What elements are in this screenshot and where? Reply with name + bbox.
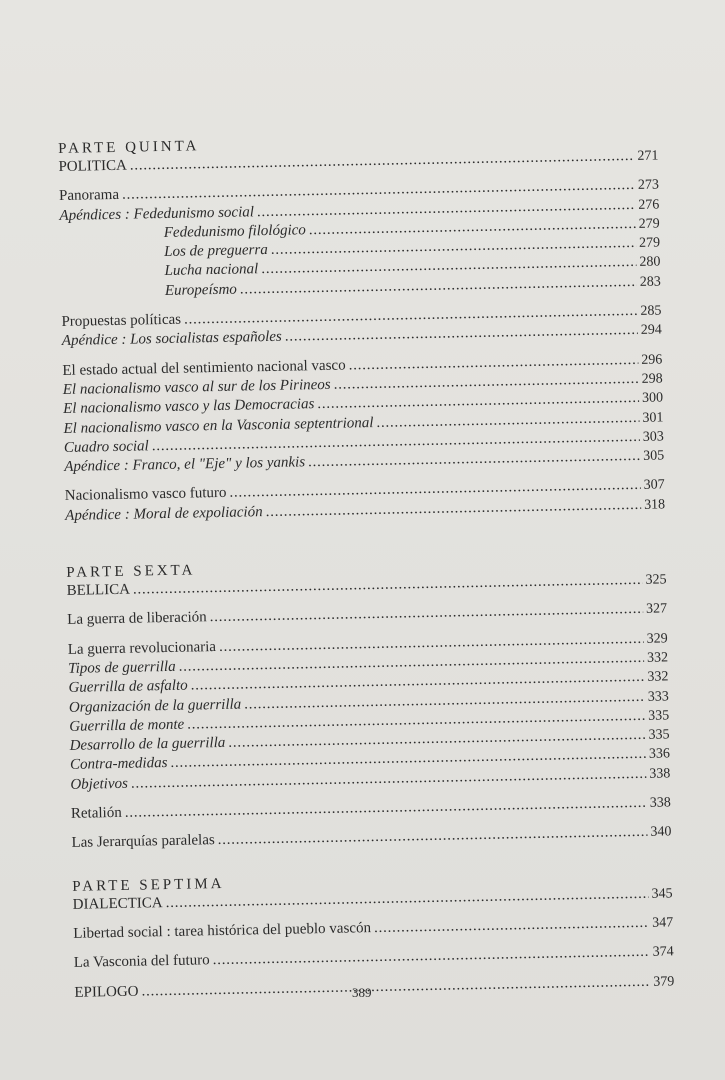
toc-entry-page: 300 bbox=[641, 390, 664, 407]
toc-entry-title: La Vasconia del futuro bbox=[73, 952, 210, 972]
toc-entry-title: Fededunismo filológico bbox=[163, 222, 306, 241]
toc-entry-title: Apéndices : Fededunismo social bbox=[59, 203, 255, 224]
toc-entry-title: La guerra de liberación bbox=[67, 609, 207, 629]
toc-entry-title: Apéndice : Franco, el "Eje" y los yankis bbox=[64, 454, 306, 476]
toc-entry-page: 296 bbox=[641, 352, 663, 368]
toc-entry-page: 280 bbox=[639, 254, 661, 271]
toc-entry-page: 347 bbox=[651, 915, 674, 931]
toc-entry-page: 332 bbox=[646, 650, 669, 666]
toc-entry-title: Los de preguerra bbox=[164, 242, 268, 261]
toc-entry-title: EPILOGO bbox=[74, 983, 139, 1001]
toc-entry-page: 283 bbox=[639, 274, 661, 290]
toc-part bbox=[72, 842, 675, 1003]
toc-entry-title: Apéndice : Los socialistas españoles bbox=[61, 329, 282, 350]
toc-entry-title: Libertad social : tarea histórica del pueblo vascón bbox=[73, 920, 372, 942]
toc-entry-title: El nacionalismo vasco al sur de los Pirineos bbox=[62, 376, 331, 398]
toc-entry-title: Panorama bbox=[58, 187, 120, 205]
toc-entry-page: 271 bbox=[637, 148, 659, 164]
toc-entry-page: 338 bbox=[649, 766, 671, 782]
toc-entry-page: 335 bbox=[648, 727, 670, 743]
toc-part bbox=[58, 128, 665, 525]
toc-entry-page: 374 bbox=[652, 944, 674, 960]
toc-entry-title: Desarrollo de la guerrilla bbox=[69, 735, 226, 755]
toc-entry-page: 294 bbox=[640, 322, 662, 339]
toc-entry-title: Tipos de guerrilla bbox=[68, 658, 176, 677]
toc-entry-title: Cuadro social bbox=[63, 438, 149, 456]
toc-entry-title: El nacionalismo vasco y las Democracias bbox=[63, 396, 315, 418]
toc-entry-page: 329 bbox=[646, 631, 668, 647]
toc-entry-page: 335 bbox=[648, 708, 670, 724]
toc-entry-title: DIALECTICA bbox=[72, 894, 163, 913]
toc-entry-title: La guerra revolucionaria bbox=[67, 638, 217, 658]
toc-entry-title: Apéndice : Moral de expoliación bbox=[65, 503, 263, 524]
toc-entry-title: El nacionalismo vasco en la Vasconia septentrional bbox=[63, 414, 374, 437]
toc-entry-title: Nacionalismo vasco futuro bbox=[64, 485, 227, 505]
toc-entry-page: 336 bbox=[648, 746, 671, 763]
toc-entry-title: BELLICA bbox=[66, 581, 131, 599]
toc-entry-title: Lucha nacional bbox=[164, 261, 259, 280]
part-heading: PARTE QUINTA bbox=[58, 138, 200, 157]
toc-entry-page: 379 bbox=[653, 973, 675, 990]
toc-entry-page: 276 bbox=[638, 197, 660, 213]
toc-entry-page: 305 bbox=[643, 448, 665, 464]
toc-entry-page: 327 bbox=[645, 601, 668, 618]
toc-entry-page: 273 bbox=[637, 177, 660, 194]
toc-entry-page: 345 bbox=[651, 885, 673, 902]
toc-entry-title: POLITICA bbox=[58, 157, 127, 175]
page-number: 389 bbox=[352, 985, 372, 1000]
toc-entry-page: 307 bbox=[643, 477, 665, 494]
toc-entry-page: 301 bbox=[642, 409, 664, 426]
toc-part bbox=[65, 514, 671, 853]
toc-entry-title: Organización de la guerrilla bbox=[68, 696, 242, 716]
toc-entry-page: 279 bbox=[638, 216, 660, 232]
toc-entry-title: Contra-medidas bbox=[69, 755, 168, 774]
toc-entry-title: Las Jerarquías paralelas bbox=[71, 832, 215, 852]
toc-entry-title: Europeísmo bbox=[164, 281, 238, 299]
toc-entry-page: 332 bbox=[647, 669, 669, 686]
part-heading: PARTE SEPTIMA bbox=[72, 875, 225, 895]
toc-entry-page: 285 bbox=[640, 303, 662, 319]
toc-entry-title: Retalión bbox=[70, 804, 122, 822]
toc-entry-page: 298 bbox=[641, 371, 663, 387]
toc-entry-title: El estado actual del sentimiento nacional vasco bbox=[62, 357, 346, 379]
toc-entry-page: 325 bbox=[645, 572, 667, 588]
toc-entry-page: 338 bbox=[649, 795, 671, 811]
toc-entry-title: Guerrilla de monte bbox=[69, 716, 185, 735]
toc-entry-page: 333 bbox=[647, 688, 669, 705]
toc-entry-page: 279 bbox=[638, 235, 661, 252]
toc-entry-page: 303 bbox=[642, 429, 664, 445]
table-of-contents bbox=[58, 128, 674, 1002]
part-heading: PARTE SEXTA bbox=[66, 562, 196, 581]
toc-entry-page: 318 bbox=[643, 497, 666, 513]
toc-entry-title: Guerrilla de asfalto bbox=[68, 677, 188, 697]
toc-entry-page: 340 bbox=[650, 824, 672, 841]
toc-entry-title: Objetivos bbox=[70, 775, 129, 793]
toc-entry-title: Propuestas políticas bbox=[61, 311, 182, 331]
